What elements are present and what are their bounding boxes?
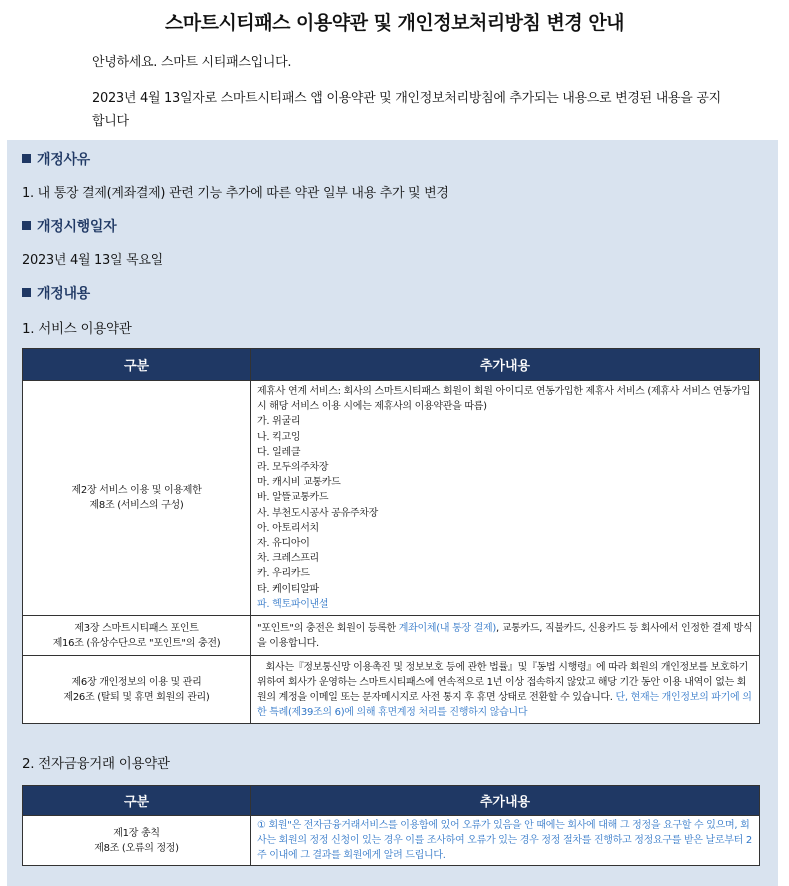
category-line: 제8조 (오류의 정정) <box>94 842 179 854</box>
service-terms-table <box>22 348 760 724</box>
content-cell <box>251 816 760 866</box>
header-added: 추가내용 <box>251 786 760 816</box>
content-heading: 개정내용 <box>37 286 90 302</box>
content-text: "포인트"의 충전은 회원이 등록한 <box>257 622 399 634</box>
table-row <box>23 381 760 616</box>
category-line: 제16조 (유상수단으로 "포인트"의 충전) <box>52 637 221 649</box>
list-item: 바. 알뜰교통카드 <box>257 492 329 504</box>
content-cell <box>251 656 760 724</box>
content-text-highlight: 단, 현재는 개인정보의 파기에 의한 특례(제39조의 6)에 의해 휴면계정 처리를 진행하지 않습니다 <box>257 691 752 718</box>
list-item: 나. 킥고잉 <box>257 431 301 443</box>
finance-terms-title: 2. 전자금융거래 이용약관 <box>22 756 170 772</box>
section-heading-effective <box>22 216 116 236</box>
list-item: 마. 캐시비 교통카드 <box>257 477 341 489</box>
list-item: 아. 아토리서치 <box>257 522 319 534</box>
square-bullet-icon <box>22 221 31 230</box>
category-line: 제1장 총칙 <box>113 827 160 839</box>
header-added: 추가내용 <box>251 349 760 381</box>
page-title: 스마트시티패스 이용약관 및 개인정보처리방침 변경 안내 <box>164 12 625 34</box>
category-line: 제6장 개인정보의 이용 및 관리 <box>71 676 202 688</box>
category-cell <box>23 656 251 724</box>
category-cell <box>23 381 251 616</box>
category-line: 제8조 (서비스의 구성) <box>89 500 184 511</box>
table-row <box>23 656 760 724</box>
category-line: 제2장 서비스 이용 및 이용제한 <box>71 485 202 496</box>
category-line: 제3장 스마트시티패스 포인트 <box>74 622 199 634</box>
effective-heading: 개정시행일자 <box>37 219 117 235</box>
category-line: 제26조 (탈퇴 및 휴면 회원의 관리) <box>63 691 210 703</box>
content-cell <box>251 616 760 656</box>
list-item: 라. 모두의주차장 <box>257 462 329 474</box>
section-heading-reason <box>22 149 90 169</box>
reason-heading: 개정사유 <box>37 152 90 168</box>
list-item: 사. 부천도시공사 공유주차장 <box>257 507 378 519</box>
header-category: 구분 <box>23 349 251 381</box>
list-item: 차. 크레스프리 <box>257 553 319 565</box>
table-header-row <box>23 349 760 381</box>
square-bullet-icon <box>22 154 31 163</box>
table-row <box>23 616 760 656</box>
list-item: 다. 일레클 <box>257 446 301 458</box>
content-text: , 교통카드, 직불카드, 신용카드 등 회사에서 인정한 결제 방식을 이용합니다. <box>257 622 753 649</box>
list-item: 자. 유디아이 <box>257 538 310 550</box>
partner-service-intro: 제휴사 연계 서비스: 회사의 스마트시티패스 회원이 회원 아이디로 연동가입한 제휴사 서비스 (제휴사 서비스 연동가입시 해당 서비스 이용 시에는 제휴사의 이용약관을 따름) <box>257 386 751 413</box>
content-text-highlight: 계좌이체(내 통장 결제) <box>398 622 496 634</box>
content-text-highlight: ① 회원"은 전자금융거래서비스를 이용함에 있어 오류가 있음을 안 때에는 회사에 대해 그 정정을 요구할 수 있으며, 회사는 회원의 정정 신청이 있는 경우 이를 조사하여 오류가 있는 경우 정정 절차를 진행하고 정정요구를 받은 날로부터 2주 이내에 그 결과를 회원에게 알려 드립니다. <box>257 820 752 861</box>
square-bullet-icon <box>22 288 31 297</box>
list-item: 카. 우리카드 <box>257 568 310 580</box>
section-heading-content <box>22 283 90 303</box>
category-cell <box>23 616 251 656</box>
service-terms-title: 1. 서비스 이용약관 <box>22 321 132 337</box>
reason-text: 1. 내 통장 결제(계좌결제) 관련 기능 추가에 따른 약관 일부 내용 추가 및 변경 <box>22 186 449 201</box>
finance-terms-table <box>22 785 760 866</box>
intro-notice: 2023년 4월 13일자로 스마트시티패스 앱 이용약관 및 개인정보처리방침에 추가되는 내용으로 변경된 내용을 공지합니다 <box>92 91 721 129</box>
list-item-new: 파. 헥토파이낸셜 <box>257 598 329 610</box>
content-cell <box>251 381 760 616</box>
list-item: 타. 케이티알파 <box>257 583 319 595</box>
table-row <box>23 816 760 866</box>
header-category: 구분 <box>23 786 251 816</box>
category-cell <box>23 816 251 866</box>
list-item: 가. 위굴리 <box>257 416 301 428</box>
intro-greeting: 안녕하세요. 스마트 시티패스입니다. <box>92 55 292 70</box>
content-text: 회사는『정보통신망 이용촉진 및 정보보호 등에 관한 법률』및『동법 시행령』에 따라 회원의 개인정보를 보호하기 위하여 회사가 운영하는 스마트시티패스에 연속적으로 1년 이상 접속하지 않았고 해당 기간 동안 이용 내역이 없는 회원의 계정을 이메일 또는 문자메시지로 사전 통지 후 휴면 상태로 전환할 수 있습니다. <box>257 661 751 703</box>
table-header-row <box>23 786 760 816</box>
effective-date: 2023년 4월 13일 목요일 <box>22 253 163 268</box>
